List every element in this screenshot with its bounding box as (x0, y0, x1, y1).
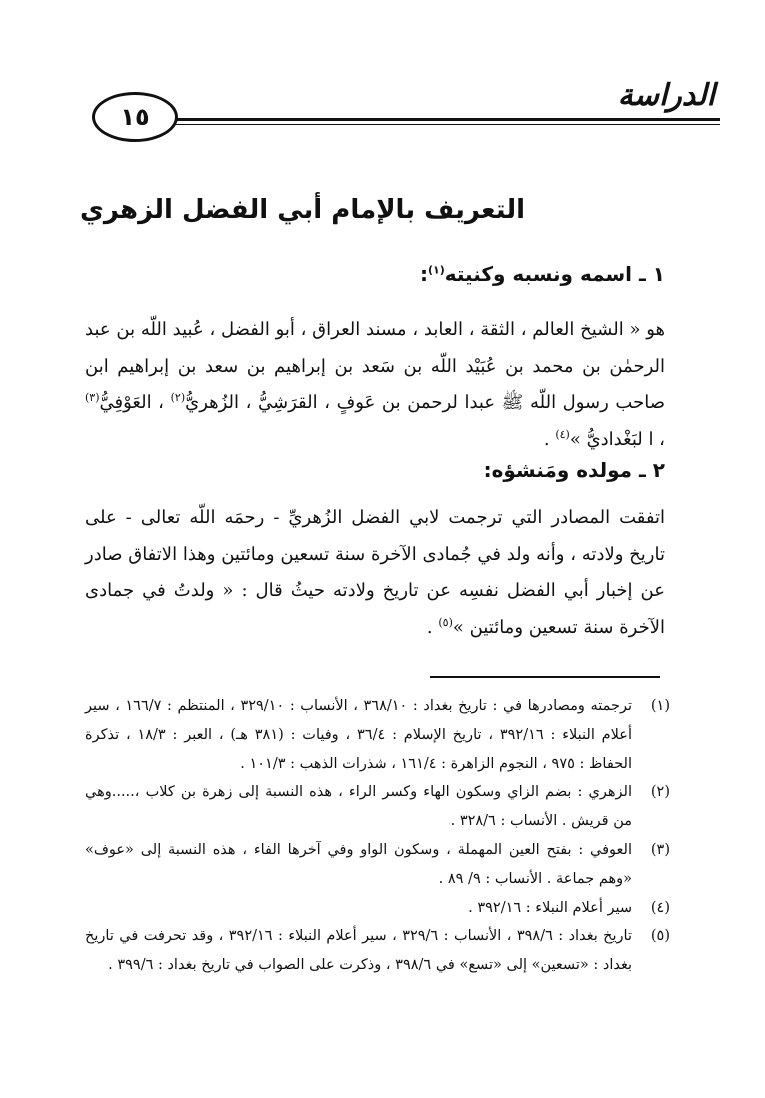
footnote-4 (85, 894, 670, 923)
footnote-text: الزهري : بضم الزاي وسكون الهاء وكسر الراء ، هذه النسبة إلى زهرة بن كلاب ،.....وهي من قريش . الأنساب : ٣٢٨/٦ . (85, 784, 632, 830)
footnote-number: (٥) (650, 928, 670, 945)
header-rule-thin (150, 124, 720, 125)
footnote-text: تاريخ بغداد : ٣٩٨/٦ ، الأنساب : ٣٢٩/٦ ، سير أعلام النبلاء : ٣٩٢/١٦ ، وقد تحرفت في تاريخ بغداد : «تسعين» إلى «تسع» في ٣٩٨/٦ ، وذكرت على الصواب في تاريخ بغداد : ٣٩٩/٦ . (85, 928, 632, 974)
footnote-2 (85, 778, 670, 836)
footnote-3 (85, 836, 670, 894)
page-number-badge (92, 92, 178, 142)
footnote-number: (٣) (650, 841, 670, 858)
footnote-5 (85, 922, 670, 980)
footnote-ref-4: (٤) (555, 427, 570, 441)
footnote-ref-1: (١) (427, 263, 445, 277)
section-2-paragraph: اتفقت المصادر التي ترجمت لابي الفضل الزُهريِّ - رحمَه اللّه تعالى - على تاريخ ولادته ، وأنه ولد في جُمادى الآخرة سنة تسعين ومائتين وهذا الاتفاق صادر عن إخبار أبي الفضل نفسِه عن تاريخ ولادته حيثُ قال : « ولدتُ في جمادى الآخرة سنة تسعين ومائتين »$^{(٥)}$ . (85, 507, 665, 638)
running-header (0, 70, 765, 140)
section-1-heading: ١ ـ اسمه ونسبه وكنيته$^{(١)}$: (419, 262, 665, 286)
footnote-number: (١) (650, 698, 670, 714)
footnote-number: (٢) (650, 784, 670, 801)
chapter-title: التعريف بالإمام أبي الفضل الزهري (80, 195, 525, 225)
footnote-separator (430, 676, 660, 678)
section-1-paragraph: هو « الشيخ العالم ، الثقة ، العابد ، مسند العراق ، أبو الفضل ، عُبيد اللّه بن عبد الرحمٰن بن محمد بن عُبَيْد اللّه بن سَعد بن إبراهيم بن سعد بن إبراهيم ابن صاحب رسول اللّه ﷺ عبدا لرحمن بن عَوفٍ ، القرَشِيُّ ، الزُهريُّ$^{(٢)}$ ، العَوْفِيُّ$^{(٣)}$ ، ا لبَغْداديُّ »$^{(٤)}$ . (85, 319, 665, 450)
footnote-1 (85, 692, 670, 778)
footnote-text: العوفي : بفتح العين المهملة ، وسكون الواو وفي آخرها الفاء ، هذه النسبة إلى «عوف» «وهم جماعة . الأنساب : ٩/ ٨٩ . (85, 841, 632, 887)
footnote-ref-2: (٢) (170, 391, 186, 404)
footnote-text: ترجمته ومصادرها في : تاريخ بغداد : ٣٦٨/١٠ ، الأنساب : ٣٢٩/١٠ ، المنتظم : ١٦٦/٧ ، سير أعلام النبلاء : ٣٩٢/١٦ ، تاريخ الإسلام : ٣٦/٤ ، وفيات : (٣٨١ هـ) ، العبر : ١٨/٣ ، تذكرة الحفاظ : ٩٧٥ ، النجوم الزاهرة : ١٦١/٤ ، شذرات الذهب : ١٠١/٣ . (85, 698, 632, 772)
footnote-text: سير أعلام النبلاء : ٣٩٢/١٦ . (468, 899, 632, 916)
footnote-ref-3: (٣) (85, 391, 100, 404)
section-2-heading: ٢ ـ مولده ومَنشؤه: (483, 458, 665, 482)
header-title: الدراسة (617, 78, 715, 113)
footnote-number: (٤) (650, 899, 670, 916)
footnote-ref-5: (٥) (438, 615, 453, 629)
footnotes (85, 692, 670, 980)
page-number: ١٥ (120, 103, 150, 131)
header-rule (150, 118, 720, 121)
